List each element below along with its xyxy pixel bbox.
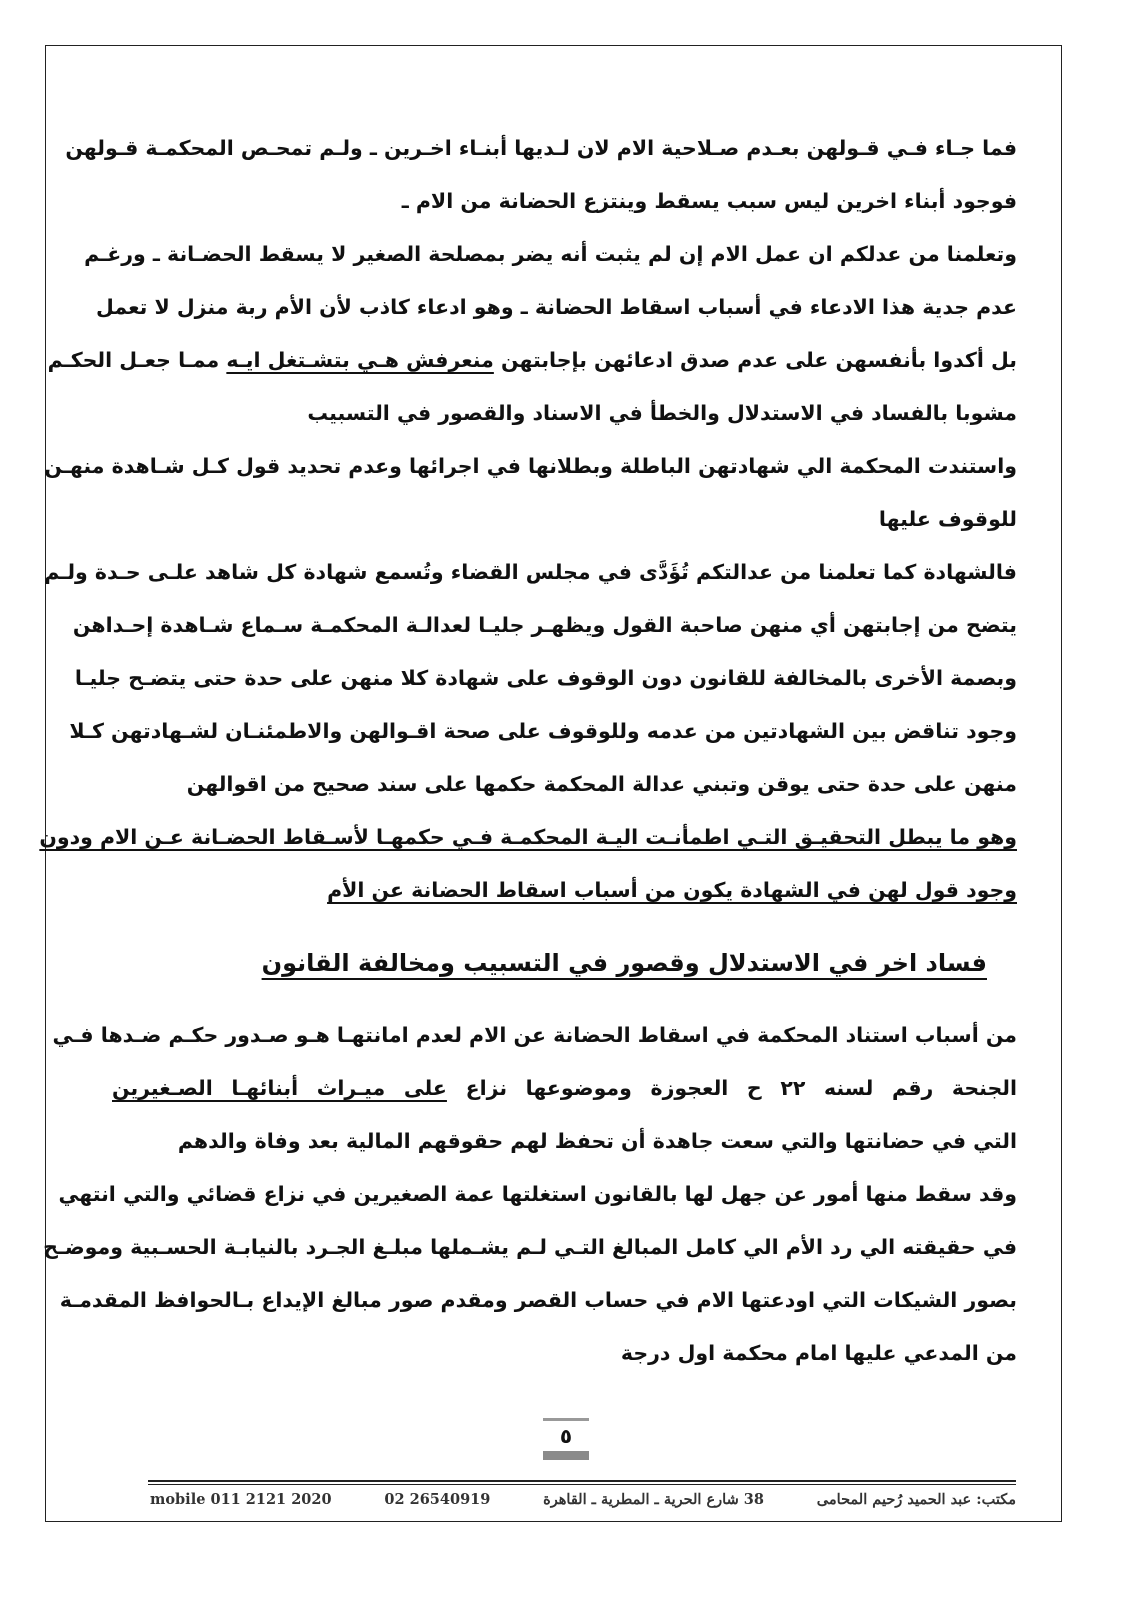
- page-number: ٥: [559, 1424, 573, 1448]
- paragraph-line: من المدعي عليها امام محكمة اول درجة: [620, 1341, 1017, 1365]
- paragraph-line: وبصمة الأخرى بالمخالفة للقانون دون الوقوف على شهادة كلا منهن على حدة حتى يتضـح جليـا: [74, 666, 1017, 690]
- paragraph-line: [112, 1062, 1017, 1115]
- paragraph-line: واستندت المحكمة الي شهادتهن الباطلة وبطلانها في اجرائها وعدم تحديد قول كـل شـاهدة منهـن: [44, 454, 1017, 478]
- footer-divider: [148, 1484, 1016, 1485]
- document-body: [39, 122, 1017, 1380]
- page-number-bar: [543, 1451, 589, 1460]
- footer-divider: [148, 1480, 1016, 1482]
- paragraph-line: فوجود أبناء اخرين ليس سبب يسقط وينتزع الحضانة من الام ـ: [401, 189, 1017, 213]
- line-text: ممـا جعـل الحكـم: [47, 348, 227, 372]
- paragraph-line: وتعلمنا من عدلكم ان عمل الام إن لم يثبت أنه يضر بمصلحة الصغير لا يسقط الحضـانة ـ ورغـم: [84, 242, 1017, 266]
- paragraph-line: من أسباب استناد المحكمة في اسقاط الحضانة عن الام لعدم امانتهـا هـو صـدور حكـم ضـدها فـي: [52, 1023, 1017, 1047]
- footer-phone: 02 26540919: [384, 1490, 491, 1508]
- underlined-line: وهو ما يبطل التحقيـق التـي اطمأنـت اليـة المحكمـة فـي حكمهـا لأسـقاط الحضـانة عـن الام ودون: [39, 825, 1017, 849]
- paragraph-line: فما جـاء فـي قـولهن بعـدم صـلاحية الام لان لـديها أبنـاء اخـرين ـ ولـم تمحـص المحكمـة قـولهن: [65, 136, 1017, 160]
- paragraph-line: فالشهادة كما تعلمنا من عدالتكم تُؤَدَّى في مجلس القضاء وتُسمع شهادة كل شاهد علـى حـدة ولـم: [44, 560, 1017, 584]
- footer-office: مكتب: عبد الحميد رُحيم المحامى: [816, 1490, 1016, 1508]
- paragraph-line: [47, 334, 1017, 387]
- paragraph-line: بصور الشيكات التي اودعتها الام في حساب القصر ومقدم صور مبالغ الإيداع بـالحوافظ المقدمـة: [59, 1288, 1017, 1312]
- paragraph-line: التي في حضانتها والتي سعت جاهدة أن تحفظ لهم حقوقهم المالية بعد وفاة والدهم: [177, 1129, 1017, 1153]
- paragraph-line: يتضح من إجابتهن أي منهن صاحبة القول ويظهـر جليـا لعدالـة المحكمـة سـماع شـاهدة إحـداهن: [72, 613, 1017, 637]
- paragraph-line: وقد سقط منها أمور عن جهل لها بالقانون استغلتها عمة الصغيرين في نزاع قضائي والتي انتهي: [58, 1182, 1017, 1206]
- underlined-line: [112, 864, 1017, 917]
- paragraph-line: عدم جدية هذا الادعاء في أسباب اسقاط الحضانة ـ وهو ادعاء كاذب لأن الأم ربة منزل لا تعمل: [96, 295, 1017, 319]
- underlined-quote: منعرفش هـي بتشـتغل ايـه: [226, 348, 494, 372]
- section-heading: فساد اخر في الاستدلال وقصور في التسبيب ومخالفة القانون: [261, 949, 987, 977]
- paragraph-line: في حقيقته الي رد الأم الي كامل المبالغ التـي لـم يشـملها مبلـغ الجـرد بالنيابـة الحسـبية وموضـح: [43, 1235, 1017, 1259]
- page-number-box: [540, 1418, 592, 1474]
- paragraph-line: وجود تناقض بين الشهادتين من عدمه وللوقوف على صحة اقـوالهن والاطمئنـان لشـهادتهن كـلا: [69, 719, 1017, 743]
- footer-address: 38 شارع الحرية ـ المطرية ـ القاهرة: [543, 1490, 764, 1508]
- footer: [150, 1487, 1016, 1511]
- footer-mobile: mobile 011 2121 2020: [150, 1490, 332, 1508]
- line-text: بل أكدوا بأنفسهن على عدم صدق ادعائهن بإجابتهن: [493, 348, 1017, 372]
- underlined-text: وجود قول لهن في الشهادة يكون من أسباب اسقاط الحضانة عن الأم: [327, 878, 1017, 902]
- underlined-quote: على ميـراث أبنائهـا الصـغيرين: [112, 1076, 447, 1100]
- paragraph-line: للوقوف عليها: [878, 507, 1017, 531]
- paragraph-line: منهن على حدة حتى يوقن وتبني عدالة المحكمة حكمها على سند صحيح من اقوالهن: [186, 772, 1017, 796]
- paragraph-line: مشوبا بالفساد في الاستدلال والخطأ في الاسناد والقصور في التسبيب: [307, 401, 1017, 425]
- line-text: الجنحة رقم لسنه ٢٢ ح العجوزة وموضوعها نزاع: [446, 1076, 1017, 1100]
